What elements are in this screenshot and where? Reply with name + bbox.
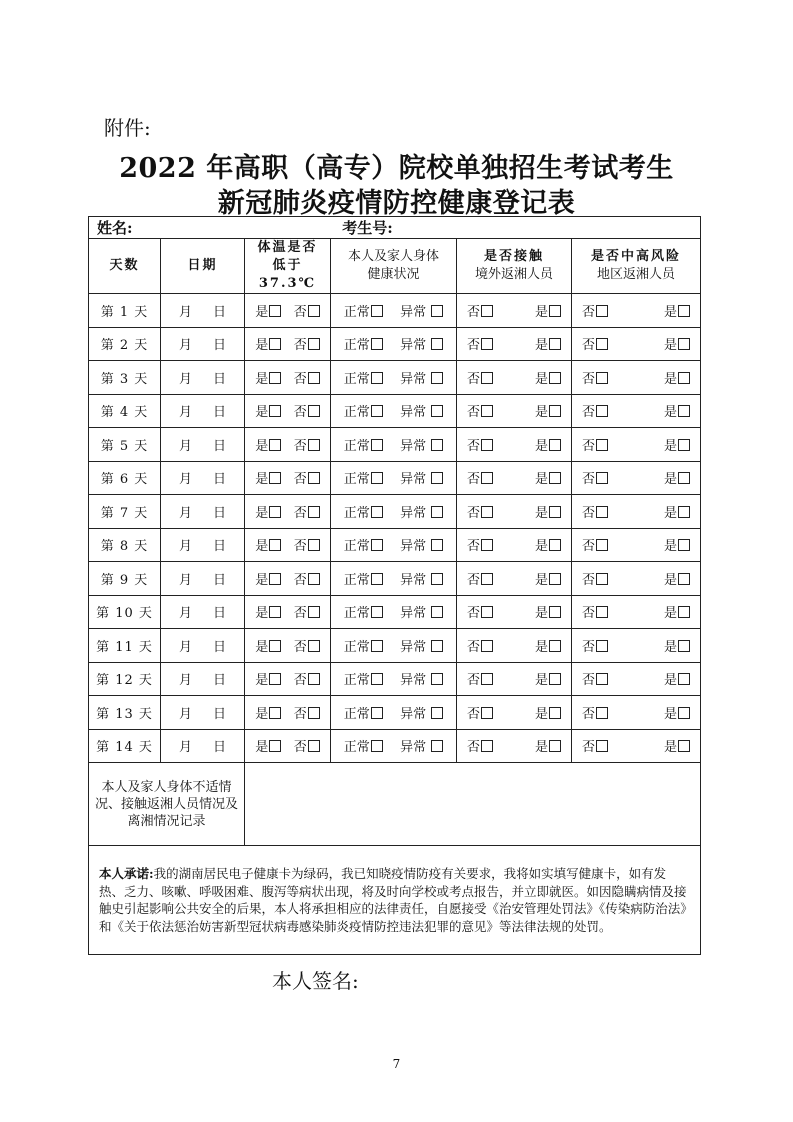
- checkbox-icon[interactable]: [308, 472, 320, 484]
- checkbox-icon[interactable]: [269, 673, 281, 685]
- date-cell[interactable]: 月 日: [161, 394, 245, 428]
- day-label: 第 13 天: [89, 696, 161, 730]
- checkbox-icon[interactable]: [678, 405, 690, 417]
- health-choice[interactable]: 正常 异常: [331, 562, 457, 596]
- checkbox-icon[interactable]: [431, 506, 443, 518]
- checkbox-icon[interactable]: [481, 539, 493, 551]
- temperature-choice[interactable]: 是 否: [245, 294, 331, 328]
- health-choice[interactable]: 正常 异常: [331, 327, 457, 361]
- table-row: [89, 696, 701, 730]
- checkbox-icon[interactable]: [371, 305, 383, 317]
- checkbox-icon[interactable]: [596, 372, 608, 384]
- contact-choice[interactable]: 否 是: [457, 361, 572, 395]
- checkbox-icon[interactable]: [481, 405, 493, 417]
- checkbox-icon[interactable]: [481, 439, 493, 451]
- day-label: 第 3 天: [89, 361, 161, 395]
- header-contact: 是否接触 境外返湘人员: [457, 239, 572, 294]
- health-choice[interactable]: 正常 异常: [331, 729, 457, 763]
- exam-no-field[interactable]: [342, 217, 393, 238]
- checkbox-icon[interactable]: [596, 640, 608, 652]
- checkbox-icon[interactable]: [269, 740, 281, 752]
- checkbox-icon[interactable]: [481, 338, 493, 350]
- day-label: 第 1 天: [89, 294, 161, 328]
- checkbox-icon[interactable]: [308, 439, 320, 451]
- header-date: 日期: [161, 239, 245, 294]
- risk-area-choice[interactable]: 否 是: [572, 394, 701, 428]
- health-choice[interactable]: 正常 异常: [331, 629, 457, 663]
- risk-area-choice[interactable]: 否 是: [572, 361, 701, 395]
- health-choice[interactable]: 正常 异常: [331, 595, 457, 629]
- contact-choice[interactable]: 否 是: [457, 495, 572, 529]
- checkbox-icon[interactable]: [596, 573, 608, 585]
- checkbox-icon[interactable]: [549, 506, 561, 518]
- day-label: 第 10 天: [89, 595, 161, 629]
- checkbox-icon[interactable]: [371, 338, 383, 350]
- risk-area-choice[interactable]: 否 是: [572, 294, 701, 328]
- checkbox-icon[interactable]: [678, 740, 690, 752]
- checkbox-icon[interactable]: [596, 472, 608, 484]
- checkbox-icon[interactable]: [481, 372, 493, 384]
- name-field[interactable]: [89, 217, 337, 238]
- checkbox-icon[interactable]: [549, 573, 561, 585]
- header-row: [89, 239, 701, 294]
- health-choice[interactable]: 正常 异常: [331, 361, 457, 395]
- checkbox-icon[interactable]: [678, 338, 690, 350]
- promise-cell: [89, 846, 701, 955]
- date-cell[interactable]: 月 日: [161, 495, 245, 529]
- temperature-choice[interactable]: 是 否: [245, 729, 331, 763]
- checkbox-icon[interactable]: [431, 405, 443, 417]
- checkbox-icon[interactable]: [269, 640, 281, 652]
- checkbox-icon[interactable]: [269, 606, 281, 618]
- form-title-line1: 2022 年高职（高专）院校单独招生考试考生: [119, 153, 674, 184]
- checkbox-icon[interactable]: [431, 640, 443, 652]
- checkbox-icon[interactable]: [678, 472, 690, 484]
- table-row: [89, 461, 701, 495]
- risk-area-choice[interactable]: 否 是: [572, 495, 701, 529]
- checkbox-icon[interactable]: [431, 439, 443, 451]
- temperature-choice[interactable]: 是 否: [245, 428, 331, 462]
- date-cell[interactable]: 月 日: [161, 729, 245, 763]
- checkbox-icon[interactable]: [678, 673, 690, 685]
- table-row: [89, 294, 701, 328]
- checkbox-icon[interactable]: [596, 707, 608, 719]
- promise-text: 我的湖南居民电子健康卡为绿码，我已知晓疫情防疫有关要求，我将如实填写健康卡，如有发热、乏力、咳嗽、呼吸困难、腹泻等病状出现，将及时向学校或考点报告，并立即就医。如因隐瞒病情及接触史引起影响公共安全的后果，本人将承担相应的法律责任，自愿接受《治安管理处罚法》《传染病防治法》和《关于依法惩治妨害新型冠状病毒感染肺炎疫情防控违法犯罪的意见》等法律法规的处罚。: [99, 866, 687, 934]
- form-title-line2: 新冠肺炎疫情防控健康登记表: [217, 188, 576, 219]
- checkbox-icon[interactable]: [308, 305, 320, 317]
- checkbox-icon[interactable]: [481, 472, 493, 484]
- promise-label: 本人承诺:: [99, 866, 154, 881]
- checkbox-icon[interactable]: [678, 539, 690, 551]
- checkbox-icon[interactable]: [431, 573, 443, 585]
- checkbox-icon[interactable]: [371, 539, 383, 551]
- checkbox-icon[interactable]: [481, 305, 493, 317]
- checkbox-icon[interactable]: [371, 506, 383, 518]
- checkbox-icon[interactable]: [269, 439, 281, 451]
- checkbox-icon[interactable]: [549, 405, 561, 417]
- checkbox-icon[interactable]: [481, 573, 493, 585]
- checkbox-icon[interactable]: [549, 539, 561, 551]
- header-risk-area: 是否中高风险 地区返湘人员: [572, 239, 701, 294]
- checkbox-icon[interactable]: [549, 640, 561, 652]
- record-label: 本人及家人身体不适情况、接触返湘人员情况及离湘情况记录: [89, 763, 245, 846]
- checkbox-icon[interactable]: [431, 305, 443, 317]
- exam-no-label: 考生号:: [342, 219, 393, 237]
- checkbox-icon[interactable]: [371, 372, 383, 384]
- checkbox-icon[interactable]: [596, 338, 608, 350]
- checkbox-icon[interactable]: [371, 573, 383, 585]
- date-cell[interactable]: 月 日: [161, 696, 245, 730]
- checkbox-icon[interactable]: [431, 372, 443, 384]
- checkbox-icon[interactable]: [308, 372, 320, 384]
- checkbox-icon[interactable]: [269, 506, 281, 518]
- day-label: 第 6 天: [89, 461, 161, 495]
- checkbox-icon[interactable]: [308, 606, 320, 618]
- table-row: [89, 528, 701, 562]
- checkbox-icon[interactable]: [481, 740, 493, 752]
- checkbox-icon[interactable]: [269, 305, 281, 317]
- health-choice[interactable]: 正常 异常: [331, 495, 457, 529]
- date-cell[interactable]: 月 日: [161, 528, 245, 562]
- checkbox-icon[interactable]: [269, 405, 281, 417]
- checkbox-icon[interactable]: [269, 539, 281, 551]
- day-label: 第 7 天: [89, 495, 161, 529]
- date-cell[interactable]: 月 日: [161, 461, 245, 495]
- day-label: 第 5 天: [89, 428, 161, 462]
- health-choice[interactable]: 正常 异常: [331, 428, 457, 462]
- checkbox-icon[interactable]: [431, 472, 443, 484]
- checkbox-icon[interactable]: [678, 606, 690, 618]
- temperature-choice[interactable]: 是 否: [245, 662, 331, 696]
- checkbox-icon[interactable]: [371, 606, 383, 618]
- contact-choice[interactable]: 否 是: [457, 629, 572, 663]
- contact-choice[interactable]: 否 是: [457, 729, 572, 763]
- contact-choice[interactable]: 否 是: [457, 461, 572, 495]
- day-label: 第 4 天: [89, 394, 161, 428]
- checkbox-icon[interactable]: [596, 439, 608, 451]
- checkbox-icon[interactable]: [678, 439, 690, 451]
- checkbox-icon[interactable]: [308, 640, 320, 652]
- table-row: [89, 729, 701, 763]
- checkbox-icon[interactable]: [481, 606, 493, 618]
- checkbox-icon[interactable]: [431, 707, 443, 719]
- checkbox-icon[interactable]: [269, 338, 281, 350]
- signature-label[interactable]: 本人签名:: [272, 969, 359, 993]
- temperature-choice[interactable]: 是 否: [245, 327, 331, 361]
- contact-choice[interactable]: 否 是: [457, 595, 572, 629]
- checkbox-icon[interactable]: [371, 707, 383, 719]
- header-temperature: 体温是否 低于 37.3℃: [245, 239, 331, 294]
- temperature-choice[interactable]: 是 否: [245, 696, 331, 730]
- risk-area-choice[interactable]: 否 是: [572, 662, 701, 696]
- day-label: 第 8 天: [89, 528, 161, 562]
- contact-choice[interactable]: 否 是: [457, 294, 572, 328]
- health-choice[interactable]: 正常 异常: [331, 528, 457, 562]
- checkbox-icon[interactable]: [371, 740, 383, 752]
- checkbox-icon[interactable]: [596, 405, 608, 417]
- table-row: [89, 629, 701, 663]
- checkbox-icon[interactable]: [269, 573, 281, 585]
- risk-area-choice[interactable]: 否 是: [572, 428, 701, 462]
- checkbox-icon[interactable]: [431, 338, 443, 350]
- table-row: [89, 327, 701, 361]
- checkbox-icon[interactable]: [596, 606, 608, 618]
- table-row: [89, 361, 701, 395]
- day-label: 第 11 天: [89, 629, 161, 663]
- health-choice[interactable]: 正常 异常: [331, 662, 457, 696]
- contact-choice[interactable]: 否 是: [457, 428, 572, 462]
- risk-area-choice[interactable]: 否 是: [572, 629, 701, 663]
- day-label: 第 2 天: [89, 327, 161, 361]
- date-cell[interactable]: 月 日: [161, 361, 245, 395]
- checkbox-icon[interactable]: [308, 405, 320, 417]
- checkbox-icon[interactable]: [431, 539, 443, 551]
- checkbox-icon[interactable]: [596, 673, 608, 685]
- health-choice[interactable]: 正常 异常: [331, 696, 457, 730]
- checkbox-icon[interactable]: [481, 707, 493, 719]
- checkbox-icon[interactable]: [549, 472, 561, 484]
- header-days: 天数: [89, 239, 161, 294]
- checkbox-icon[interactable]: [549, 707, 561, 719]
- risk-area-choice[interactable]: 否 是: [572, 327, 701, 361]
- checkbox-icon[interactable]: [481, 673, 493, 685]
- risk-area-choice[interactable]: 否 是: [572, 729, 701, 763]
- temperature-choice[interactable]: 是 否: [245, 595, 331, 629]
- contact-choice[interactable]: 否 是: [457, 696, 572, 730]
- health-registration-table: [88, 216, 701, 955]
- temperature-choice[interactable]: 是 否: [245, 495, 331, 529]
- contact-choice[interactable]: 否 是: [457, 562, 572, 596]
- date-cell[interactable]: 月 日: [161, 294, 245, 328]
- day-label: 第 14 天: [89, 729, 161, 763]
- checkbox-icon[interactable]: [308, 740, 320, 752]
- temperature-choice[interactable]: 是 否: [245, 461, 331, 495]
- temperature-choice[interactable]: 是 否: [245, 629, 331, 663]
- name-row: [89, 217, 701, 239]
- table-row: [89, 662, 701, 696]
- table-row: [89, 394, 701, 428]
- table-row: [89, 562, 701, 596]
- checkbox-icon[interactable]: [549, 439, 561, 451]
- checkbox-icon[interactable]: [308, 573, 320, 585]
- checkbox-icon[interactable]: [308, 338, 320, 350]
- table-row: [89, 595, 701, 629]
- checkbox-icon[interactable]: [596, 539, 608, 551]
- record-field[interactable]: [245, 763, 701, 846]
- health-choice[interactable]: 正常 异常: [331, 461, 457, 495]
- contact-choice[interactable]: 否 是: [457, 394, 572, 428]
- checkbox-icon[interactable]: [549, 305, 561, 317]
- checkbox-icon[interactable]: [431, 673, 443, 685]
- checkbox-icon[interactable]: [596, 740, 608, 752]
- date-cell[interactable]: 月 日: [161, 662, 245, 696]
- checkbox-icon[interactable]: [371, 405, 383, 417]
- day-label: 第 12 天: [89, 662, 161, 696]
- checkbox-icon[interactable]: [678, 372, 690, 384]
- temperature-choice[interactable]: 是 否: [245, 394, 331, 428]
- checkbox-icon[interactable]: [308, 506, 320, 518]
- risk-area-choice[interactable]: 否 是: [572, 562, 701, 596]
- checkbox-icon[interactable]: [678, 707, 690, 719]
- checkbox-icon[interactable]: [678, 573, 690, 585]
- contact-choice[interactable]: 否 是: [457, 662, 572, 696]
- checkbox-icon[interactable]: [371, 673, 383, 685]
- header-health: 本人及家人身体 健康状况: [331, 239, 457, 294]
- checkbox-icon[interactable]: [371, 439, 383, 451]
- health-choice[interactable]: 正常 异常: [331, 394, 457, 428]
- checkbox-icon[interactable]: [549, 740, 561, 752]
- checkbox-icon[interactable]: [371, 640, 383, 652]
- table-row: [89, 428, 701, 462]
- risk-area-choice[interactable]: 否 是: [572, 595, 701, 629]
- checkbox-icon[interactable]: [481, 506, 493, 518]
- checkbox-icon[interactable]: [678, 506, 690, 518]
- date-cell[interactable]: 月 日: [161, 595, 245, 629]
- checkbox-icon[interactable]: [549, 372, 561, 384]
- checkbox-icon[interactable]: [308, 539, 320, 551]
- risk-area-choice[interactable]: 否 是: [572, 461, 701, 495]
- date-cell[interactable]: 月 日: [161, 327, 245, 361]
- checkbox-icon[interactable]: [549, 673, 561, 685]
- temperature-choice[interactable]: 是 否: [245, 361, 331, 395]
- name-label: 姓名:: [97, 219, 133, 237]
- risk-area-choice[interactable]: 否 是: [572, 696, 701, 730]
- checkbox-icon[interactable]: [678, 640, 690, 652]
- day-label: 第 9 天: [89, 562, 161, 596]
- checkbox-icon[interactable]: [431, 606, 443, 618]
- table-row: [89, 495, 701, 529]
- page-number: 7: [392, 1057, 401, 1071]
- checkbox-icon[interactable]: [269, 472, 281, 484]
- date-cell[interactable]: 月 日: [161, 428, 245, 462]
- temperature-choice[interactable]: 是 否: [245, 528, 331, 562]
- checkbox-icon[interactable]: [308, 673, 320, 685]
- checkbox-icon[interactable]: [269, 372, 281, 384]
- checkbox-icon[interactable]: [596, 506, 608, 518]
- checkbox-icon[interactable]: [371, 472, 383, 484]
- temperature-choice[interactable]: 是 否: [245, 562, 331, 596]
- checkbox-icon[interactable]: [269, 707, 281, 719]
- checkbox-icon[interactable]: [596, 305, 608, 317]
- checkbox-icon[interactable]: [549, 606, 561, 618]
- checkbox-icon[interactable]: [549, 338, 561, 350]
- contact-choice[interactable]: 否 是: [457, 327, 572, 361]
- contact-choice[interactable]: 否 是: [457, 528, 572, 562]
- risk-area-choice[interactable]: 否 是: [572, 528, 701, 562]
- date-cell[interactable]: 月 日: [161, 562, 245, 596]
- checkbox-icon[interactable]: [308, 707, 320, 719]
- checkbox-icon[interactable]: [481, 640, 493, 652]
- attachment-label: 附件:: [104, 116, 151, 140]
- date-cell[interactable]: 月 日: [161, 629, 245, 663]
- checkbox-icon[interactable]: [678, 305, 690, 317]
- health-choice[interactable]: 正常 异常: [331, 294, 457, 328]
- checkbox-icon[interactable]: [431, 740, 443, 752]
